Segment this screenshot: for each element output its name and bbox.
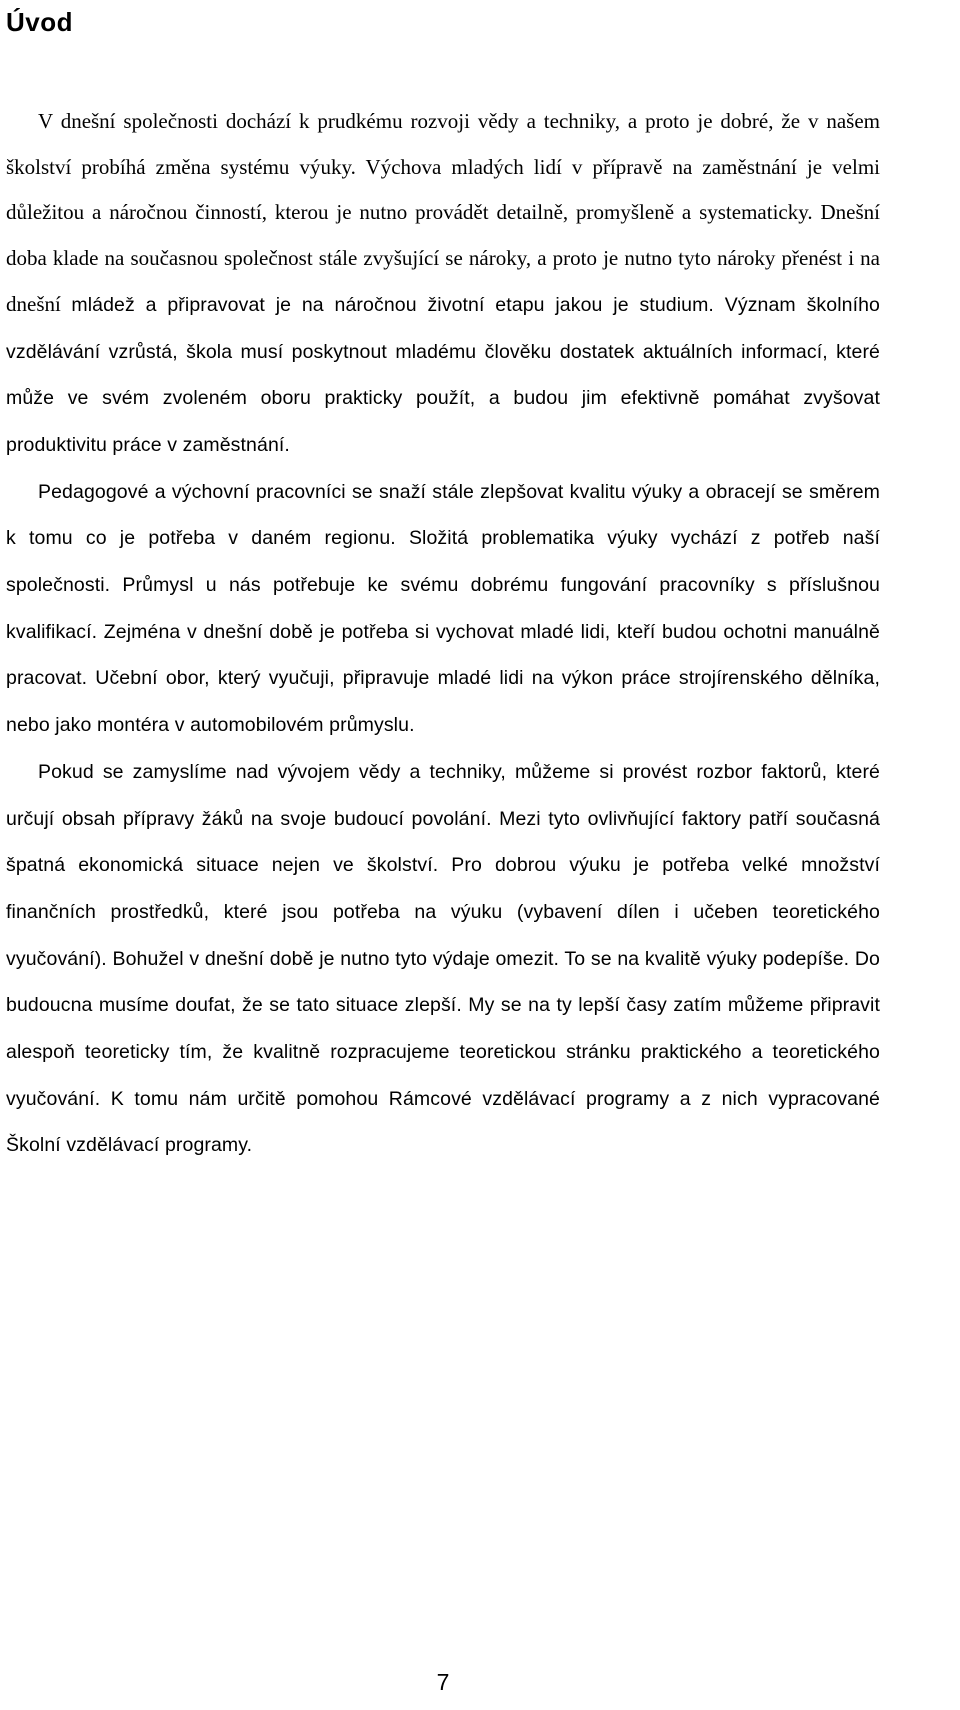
paragraph [6, 99, 880, 469]
paragraph [6, 469, 880, 749]
paragraph [6, 749, 880, 1169]
page-number: 7 [436, 1669, 450, 1695]
section-heading: Úvod [6, 7, 73, 37]
paragraph-text: mládež a připravovat je na náročnou životní etapu jakou je studium. Význam školního vzdělávání vzrůstá, škola musí poskytnout mladému člověku dostatek aktuálních informací, které může ve svém zvoleném oboru prakticky použít, a budou jim efektivně pomáhat zvyšovat produktivitu práce v zaměstnání. [6, 293, 880, 456]
paragraph-text: Pokud se zamyslíme nad vývojem vědy a techniky, můžeme si provést rozbor faktorů, které určují obsah přípravy žáků na svoje budoucí povolání. Mezi tyto ovlivňující faktory patří současná špatná ekonomická situace nejen ve školství. Pro dobrou výuku je potřeba velké množství finančních prostředků, které jsou potřeba na výuku (vybavení dílen i učeben teoretického vyučování). Bohužel v dnešní době je nutno tyto výdaje omezit. To se na kvalitě výuky podepíše. Do budoucna musíme doufat, že se tato situace zlepší. My se na ty lepší časy zatím můžeme připravit alespoň teoreticky tím, že kvalitně rozpracujeme teoretickou stránku praktického a teoretického vyučování. K tomu nám určitě pomohou Rámcové vzdělávací programy a z nich vypracované Školní vzdělávací programy. [6, 760, 880, 1157]
body-text [6, 99, 880, 1169]
paragraph-text: Pedagogové a výchovní pracovníci se snaží stále zlepšovat kvalitu výuky a obracejí se směrem k tomu co je potřeba v daném regionu. Složitá problematika výuky vychází z potřeb naší společnosti. Průmysl u nás potřebuje ke svému dobrému fungování pracovníky s příslušnou kvalifikací. Zejména v dnešní době je potřeba si vychovat mladé lidi, kteří budou ochotni manuálně pracovat. Učební obor, který vyučuji, připravuje mladé lidi na výkon práce strojírenského dělníka, nebo jako montéra v automobilovém průmyslu. [6, 480, 880, 737]
paragraph-text: V dnešní společnosti dochází k prudkému rozvoji vědy a techniky, a proto je dobré, že v našem školství probíhá změna systému výuky. Výchova mladých lidí v přípravě na zaměstnání je velmi důležitou a náročnou činností, kterou je nutno provádět detailně, promyšleně a systematicky. Dnešní doba klade na současnou společnost stále zvyšující se nároky, a proto je nutno tyto nároky přenést i na dnešní [6, 109, 880, 316]
